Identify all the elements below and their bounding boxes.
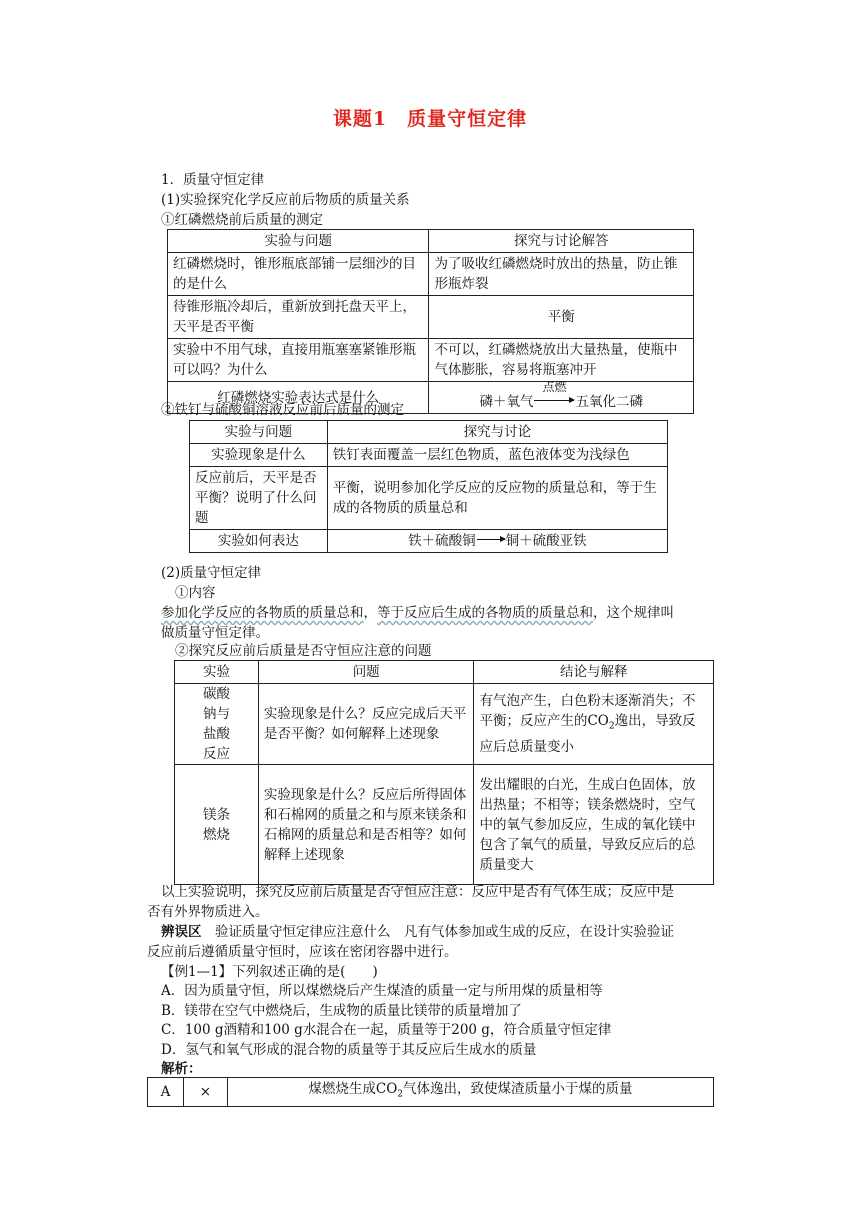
answer-text: 有气泡产生，白色粉末逐渐消失；不平衡；反应产生的CO <box>479 693 696 730</box>
summary-text: 以上实验说明，探究反应前后质量是否守恒应注意：反应中是否有气体生成；反应中是 <box>161 884 674 900</box>
table-cell: 红磷燃烧实验表达式是什么 <box>168 382 429 414</box>
reaction-arrow-icon <box>476 531 506 551</box>
table-row <box>175 765 714 885</box>
example-question: 【例1—1】下列叙述正确的是( ) <box>161 964 378 980</box>
table-cell: 实验中不用气球，直接用瓶塞塞紧锥形瓶可以吗？为什么 <box>168 339 429 382</box>
table-cell: 红磷燃烧时，锥形瓶底部铺一层细沙的目的是什么 <box>168 253 429 296</box>
answer-text: 逸出，导致反应后总质量变小 <box>479 713 696 755</box>
experiment-name: 碳酸钠与盐酸反应 <box>202 686 230 762</box>
equation-products: 五氧化二磷 <box>575 394 643 410</box>
notes-heading: ②探究反应前后质量是否守恒应注意的问题 <box>175 643 432 659</box>
reaction-arrow-icon <box>533 380 575 412</box>
misconception-text: 反应前后遵循质量守恒时，应该在密闭容器中进行。 <box>147 944 458 960</box>
table-row <box>148 1078 714 1107</box>
table-conservation-checks <box>174 660 714 885</box>
option-a: A．因为质量守恒，所以煤燃烧后产生煤渣的质量一定与所用煤的质量相等 <box>161 983 603 999</box>
table-cell: 反应前后，天平是否平衡？说明了什么问题 <box>190 467 328 530</box>
table-cell: 实验现象是什么 <box>190 444 328 467</box>
reaction-equation <box>429 382 694 414</box>
table-header: 结论与解释 <box>474 661 714 684</box>
page-title: 课题1 质量守恒定律 <box>332 108 528 130</box>
table-header-row <box>168 230 694 253</box>
table-cell <box>175 684 259 765</box>
analysis-text <box>227 1078 713 1107</box>
table-cell <box>175 765 259 885</box>
table-cell: 为了吸收红磷燃烧时放出的热量，防止锥形瓶炸裂 <box>429 253 694 296</box>
experiment-name: 镁条燃烧 <box>202 806 230 843</box>
table-cell: 铁钉表面覆盖一层红色物质，蓝色液体变为浅绿色 <box>327 444 667 467</box>
table-cell: 实验如何表达 <box>190 530 328 553</box>
table-header: 实验与问题 <box>168 230 429 253</box>
equation-products: 铜＋硫酸亚铁 <box>505 533 587 549</box>
table-cell: 发出耀眼的白光，生成白色固体，放出热量；不相等；镁条燃烧时，空气中的氧气参加反应，生成的氧化镁中包含了氧气的质量，导致反应后的总质量变大 <box>474 765 714 885</box>
table-row <box>190 467 668 530</box>
table-cell <box>474 684 714 765</box>
table-row <box>190 530 668 553</box>
table-header: 探究与讨论 <box>327 421 667 444</box>
experiment-heading-1: ①红磷燃烧前后质量的测定 <box>161 212 323 228</box>
table-row <box>168 253 694 296</box>
equation-reactants: 磷＋氧气 <box>479 394 534 410</box>
table-cell: 实验现象是什么？反应后所得固体和石棉网的质量之和与原来镁条和石棉网的质量总和是否相等？如何解释上述现象 <box>258 765 474 885</box>
summary-text: 否有外界物质进入。 <box>147 904 269 920</box>
table-row <box>168 296 694 339</box>
misconception-text: 验证质量守恒定律应注意什么 凡有气体参加或生成的反应，在设计实验验证 <box>215 924 674 940</box>
table-analysis <box>147 1077 714 1107</box>
table-header: 实验与问题 <box>190 421 328 444</box>
reaction-condition: 点燃 <box>542 380 567 394</box>
table-header: 探究与讨论解答 <box>429 230 694 253</box>
reaction-equation <box>327 530 667 553</box>
table-header-row <box>175 661 714 684</box>
subscript: 2 <box>608 721 615 732</box>
subscript: 2 <box>397 1089 404 1100</box>
law-part: 参加化学反应的各物质的质量总和 <box>161 605 364 621</box>
table-row <box>168 339 694 382</box>
misconception-label: 辨误区 <box>161 924 202 940</box>
wrong-mark-icon: × <box>183 1078 227 1107</box>
law-part: ，这个规律叫 <box>593 605 674 621</box>
table-row <box>190 444 668 467</box>
analysis-label: 解析： <box>161 1061 202 1077</box>
subsection-heading: (1)实验探究化学反应前后物质的质量关系 <box>161 192 410 208</box>
table-iron-nail <box>189 420 668 553</box>
analysis-part: 煤燃烧生成CO <box>308 1081 398 1097</box>
law-part: ， <box>363 605 377 621</box>
analysis-part: 气体逸出，致使煤渣质量小于煤的质量 <box>403 1081 633 1097</box>
experiment-heading-2: ②铁钉与硫酸铜溶液反应前后质量的测定 <box>161 402 404 418</box>
table-header: 实验 <box>175 661 259 684</box>
law-statement <box>161 603 674 623</box>
section-heading: 1．质量守恒定律 <box>161 172 265 188</box>
table-cell: 不可以，红磷燃烧放出大量热量，使瓶中气体膨胀，容易将瓶塞冲开 <box>429 339 694 382</box>
option-letter: A <box>148 1078 184 1107</box>
law-part: 等于反应后生成的各物质的质量总和 <box>377 605 593 621</box>
option-c: C．100 g酒精和100 g水混合在一起，质量等于200 g，符合质量守恒定律 <box>161 1022 612 1038</box>
subsection-heading: (2)质量守恒定律 <box>161 565 262 581</box>
equation-reactants: 铁＋硫酸铜 <box>408 533 476 549</box>
table-header-row <box>190 421 668 444</box>
table-header: 问题 <box>258 661 474 684</box>
table-red-phosphorus <box>167 229 694 414</box>
table-cell: 待锥形瓶冷却后，重新放到托盘天平上，天平是否平衡 <box>168 296 429 339</box>
table-cell: 平衡 <box>429 296 694 339</box>
table-cell: 平衡，说明参加化学反应的反应物的质量总和，等于生成的各物质的质量总和 <box>327 467 667 530</box>
misconception-note <box>161 922 674 942</box>
table-cell: 实验现象是什么？反应完成后天平是否平衡？如何解释上述现象 <box>258 684 474 765</box>
option-b: B．镁带在空气中燃烧后，生成物的质量比镁带的质量增加了 <box>161 1003 522 1019</box>
table-row <box>175 684 714 765</box>
content-heading: ①内容 <box>175 585 216 601</box>
option-d: D．氢气和氧气形成的混合物的质量等于其反应后生成水的质量 <box>161 1042 537 1058</box>
law-statement-cont: 做质量守恒定律。 <box>161 625 269 641</box>
